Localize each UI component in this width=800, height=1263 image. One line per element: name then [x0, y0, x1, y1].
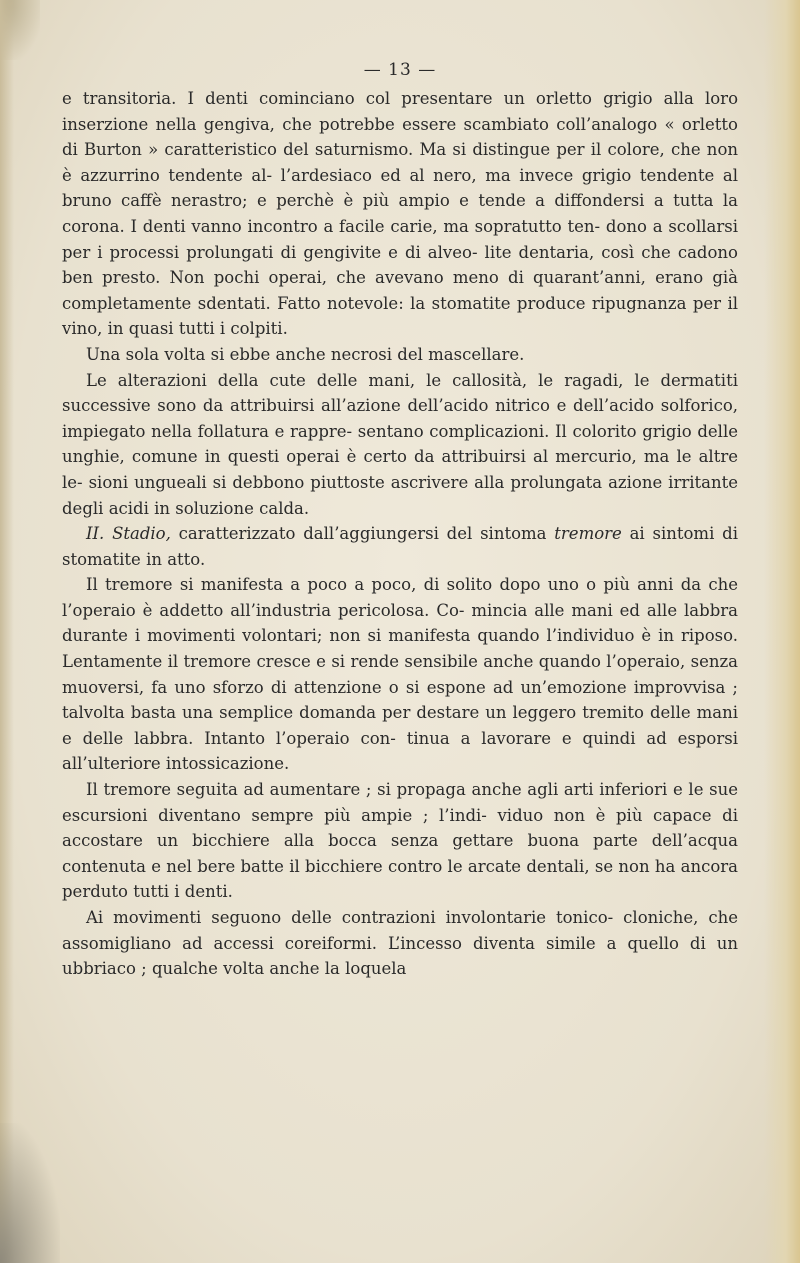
paragraph: Ai movimenti seguono delle contrazioni involontarie tonico- cloniche, che assomigliano ad accessi coreiformi. L’incesso diventa simile a quello di un ubbriaco ; qualche volta anche la loquela — [62, 908, 738, 979]
paragraph: e transitoria. I denti cominciano col presentare un orletto grigio alla loro inserzione nella gengiva, che potrebbe essere scambiato coll’analogo « orletto di Burton » caratteristico del saturnismo. Ma si distingue per il colore, che non è azzurrino tendente al- l’ardesiaco ed al nero, ma invece grigio tendente al bruno caffè nerastro; e perchè è più ampio e tende a diffondersi a tutta la corona. I denti vanno incontro a facile carie, ma sopratutto ten- dono a scollarsi per i processi prolungati di gengivite e di alveo- lite dentaria, così che cadono ben presto. Non pochi operai, che avevano meno di quarant’anni, erano già completamente sdentati. Fatto notevole: la stomatite produce ripugnanza per il vino, in quasi tutti i colpiti. — [62, 89, 738, 339]
paper-edge-right — [764, 0, 800, 1263]
paragraph: Il tremore si manifesta a poco a poco, di solito dopo uno o più anni da che l’operaio è addetto all’industria pericolosa. Co- mincia alle mani ed alle labbra durante i movimenti volontari; non si manifesta quando l’individuo è in riposo. Lentamente il tremore cresce e si rende sensibile anche quando l’operaio, senza muoversi, fa uno sforzo di attenzione o si espone ad un’emozione improvvisa ; talvolta basta una semplice domanda per destare un leggero tremito delle mani e delle labbra. Intanto l’operaio con- tinua a lavorare e quindi ad esporsi all’ulteriore intossicazione. — [62, 575, 738, 774]
paper-edge-left — [0, 0, 14, 1263]
paragraph-stage-heading — [62, 521, 738, 572]
symptom-term: tremore — [554, 524, 622, 544]
paper-shadow — [0, 1123, 60, 1263]
stage-label: II. Stadio, — [86, 524, 171, 544]
stage-text: caratterizzato dall’aggiungersi del sintoma — [170, 524, 555, 544]
paragraph: Le alterazioni della cute delle mani, le callosità, le ragadi, le dermatiti successive sono da attribuirsi all’azione dell’acido nitrico e dell’acido solforico, impiegato nella follatura e rappre- sentano complicazioni. Il colorito grigio delle unghie, comune in questi operai è certo da attribuirsi al mercurio, ma le altre le- sioni ungueali si debbono piuttoste ascrivere alla prolungata azione irritante degli acidi in soluzione calda. — [62, 370, 738, 518]
stage-text-end: ai sintomi di stomatite in atto. — [62, 524, 738, 569]
paragraph: Il tremore seguita ad aumentare ; si propaga anche agli arti inferiori e le sue escursioni diventano sempre più ampie ; l’indi- viduo non è più capace di accostare un bicchiere alla bocca senza gettare buona parte dell’acqua contenuta e nel bere batte il bicchiere contro le arcate dentali, se non ha ancora perduto tutti i denti. — [62, 780, 738, 902]
paragraph: Una sola volta si ebbe anche necrosi del mascellare. — [86, 344, 525, 364]
body-text — [62, 86, 738, 982]
page-number: — 13 — — [363, 60, 437, 80]
